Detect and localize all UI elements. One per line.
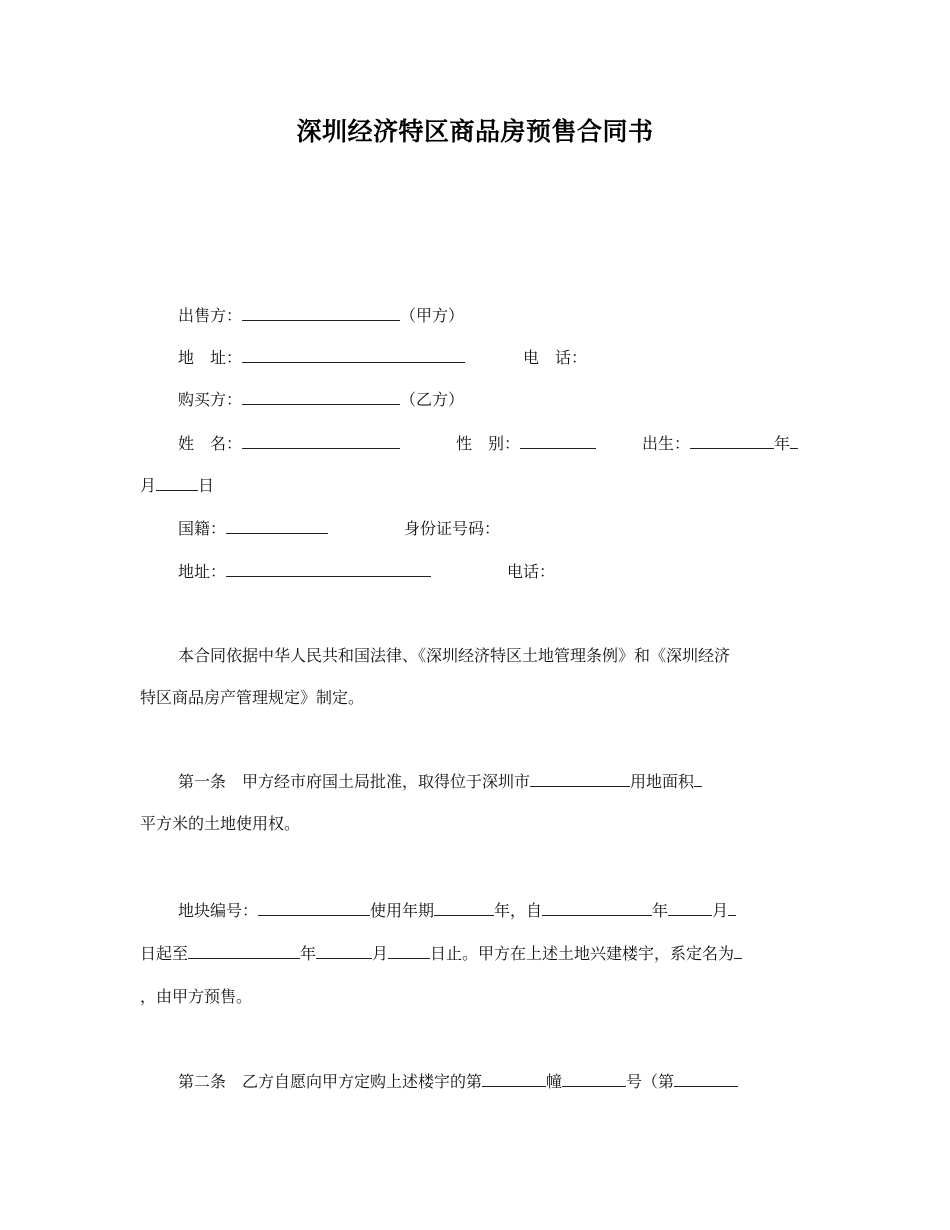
seller-label: 出售方： xyxy=(178,306,243,325)
end-day-field[interactable] xyxy=(388,944,430,959)
start-day-field[interactable] xyxy=(728,901,736,916)
building-name-field[interactable] xyxy=(734,944,742,959)
land-area-label: 用地面积 xyxy=(630,772,695,791)
id-number-label: 身份证号码： xyxy=(404,519,501,538)
name-field[interactable] xyxy=(242,434,400,449)
article-2-text: 第二条 乙方自愿向甲方定购上述楼宇的第 xyxy=(178,1072,483,1091)
start-month-field[interactable] xyxy=(668,901,712,916)
party-b-suffix: （乙方） xyxy=(400,390,465,409)
plot-row-2 xyxy=(140,944,742,964)
start-month-text: 月 xyxy=(712,901,729,920)
start-day-text: 日起至 xyxy=(140,944,189,963)
unit-text: 号（第 xyxy=(626,1072,675,1091)
location-field[interactable] xyxy=(530,772,630,787)
plot-number-label: 地块编号： xyxy=(178,901,259,920)
end-year-field[interactable] xyxy=(188,944,300,959)
building-name-text: 日止。甲方在上述土地兴建楼宇，系定名为 xyxy=(430,944,735,963)
article-1-line-2: 平方米的土地使用权。 xyxy=(140,814,301,833)
unit-no-field[interactable] xyxy=(562,1072,626,1087)
end-year-text: 年 xyxy=(300,944,317,963)
birth-day-field[interactable] xyxy=(156,476,198,491)
month-text: 月 xyxy=(140,476,157,495)
gender-label: 性 别： xyxy=(456,434,521,453)
buyer-phone-label: 电话： xyxy=(507,562,556,581)
document-title: 深圳经济特区商品房预售合同书 xyxy=(296,117,654,146)
preamble-line-1: 本合同依据中华人民共和国法律、《深圳经济特区土地管理条例》和《深圳经济 xyxy=(178,646,731,665)
land-area-field[interactable] xyxy=(694,772,702,787)
year-text: 年 xyxy=(774,434,791,453)
nationality-row xyxy=(178,519,500,539)
year-from-text: 年，自 xyxy=(494,901,543,920)
nationality-field[interactable] xyxy=(226,519,328,534)
start-year-field[interactable] xyxy=(542,901,652,916)
plot-number-field[interactable] xyxy=(258,901,370,916)
plot-row xyxy=(178,901,736,921)
day-text: 日 xyxy=(198,476,215,495)
buyer-address-label: 地址： xyxy=(178,562,227,581)
floor-field[interactable] xyxy=(674,1072,738,1087)
birth-month-field[interactable] xyxy=(790,434,798,449)
gender-field[interactable] xyxy=(520,434,596,449)
seller-row xyxy=(178,306,464,326)
buyer-info-row xyxy=(178,434,798,454)
seller-address-row xyxy=(178,348,587,368)
article-1-row xyxy=(178,772,702,792)
end-month-text: 月 xyxy=(372,944,389,963)
buyer-address-field[interactable] xyxy=(226,562,431,577)
end-month-field[interactable] xyxy=(316,944,372,959)
preamble-line-2: 特区商品房产管理规定》制定。 xyxy=(140,688,365,707)
article-1-text: 第一条 甲方经市府国土局批准，取得位于深圳市 xyxy=(178,772,531,791)
plot-line-3: ，由甲方预售。 xyxy=(140,987,253,1006)
buyer-row xyxy=(178,390,464,410)
seller-address-label: 地 址： xyxy=(178,348,243,367)
buyer-name-field[interactable] xyxy=(242,390,400,405)
buyer-birth-cont-row xyxy=(140,476,214,496)
nationality-label: 国籍： xyxy=(178,519,227,538)
buyer-label: 购买方： xyxy=(178,390,243,409)
building-no-field[interactable] xyxy=(482,1072,546,1087)
building-text: 幢 xyxy=(546,1072,563,1091)
party-a-suffix: （甲方） xyxy=(400,306,465,325)
term-label: 使用年期 xyxy=(370,901,435,920)
name-label: 姓 名： xyxy=(178,434,243,453)
buyer-address-row xyxy=(178,562,555,582)
seller-phone-label: 电 话： xyxy=(523,348,588,367)
term-years-field[interactable] xyxy=(434,901,494,916)
article-2-row xyxy=(178,1072,738,1092)
start-year-text: 年 xyxy=(652,901,669,920)
seller-name-field[interactable] xyxy=(242,306,400,321)
birth-label: 出生： xyxy=(642,434,691,453)
seller-address-field[interactable] xyxy=(242,348,465,363)
birth-year-field[interactable] xyxy=(690,434,774,449)
